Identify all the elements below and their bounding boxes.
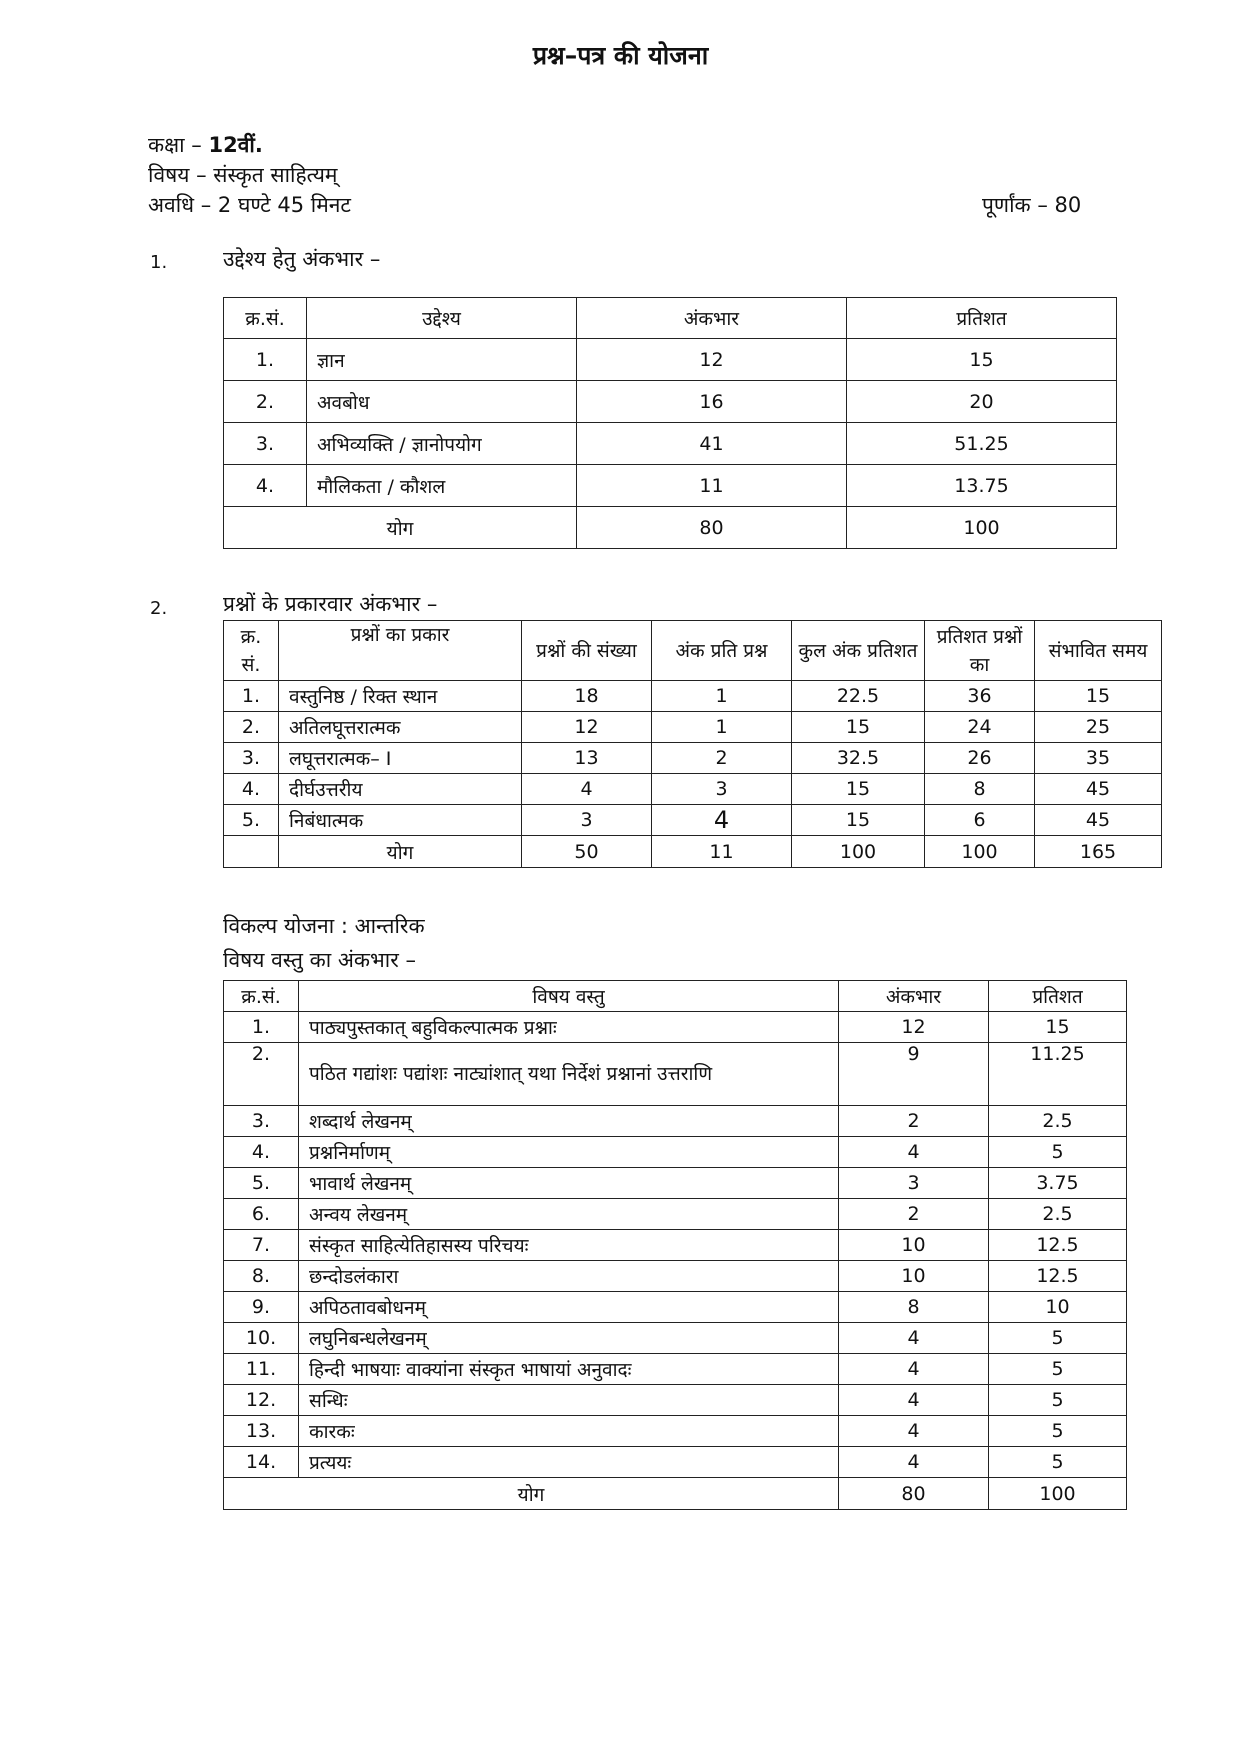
type-cell: वस्तुनिष्ठ / रिक्त स्थान bbox=[279, 681, 522, 712]
count-cell: 4 bbox=[522, 774, 652, 805]
count-cell: 13 bbox=[522, 743, 652, 774]
percent-cell: 3.75 bbox=[989, 1168, 1127, 1199]
question-percent-cell: 8 bbox=[925, 774, 1035, 805]
total-percent: 100 bbox=[989, 1478, 1127, 1510]
serial-cell: 1. bbox=[224, 339, 307, 381]
content-cell: छन्दोडलंकारा bbox=[299, 1261, 839, 1292]
header-cell: अंक प्रति प्रश्न bbox=[652, 621, 792, 681]
table-row bbox=[224, 743, 1162, 774]
objective-table bbox=[223, 297, 1117, 549]
percent-cell: 5 bbox=[989, 1323, 1127, 1354]
content-cell: अन्वय लेखनम् bbox=[299, 1199, 839, 1230]
percent-cell: 20 bbox=[847, 381, 1117, 423]
section1-number: 1. bbox=[150, 252, 168, 273]
percent-cell: 51.25 bbox=[847, 423, 1117, 465]
table-total-row bbox=[224, 1478, 1127, 1510]
percent-cell: 2.5 bbox=[989, 1106, 1127, 1137]
class-label: कक्षा – bbox=[148, 133, 202, 157]
table-row bbox=[224, 1137, 1127, 1168]
percent-cell: 15 bbox=[847, 339, 1117, 381]
total-label: योग bbox=[224, 1478, 839, 1510]
serial-cell: 5. bbox=[224, 1168, 299, 1199]
total-marks-per: 11 bbox=[652, 836, 792, 868]
marks-cell: 4 bbox=[839, 1354, 989, 1385]
total-percent-cell: 15 bbox=[792, 774, 925, 805]
percent-cell: 5 bbox=[989, 1354, 1127, 1385]
marks-cell: 12 bbox=[839, 1012, 989, 1043]
count-cell: 3 bbox=[522, 805, 652, 836]
percent-cell: 5 bbox=[989, 1416, 1127, 1447]
serial-cell: 3. bbox=[224, 423, 307, 465]
total-count: 50 bbox=[522, 836, 652, 868]
serial-cell: 1. bbox=[224, 681, 279, 712]
marks-cell: 12 bbox=[577, 339, 847, 381]
class-line bbox=[148, 130, 263, 160]
table-header-row bbox=[224, 981, 1127, 1012]
content-cell: पाठ्यपुस्तकात् बहुविकल्पात्मक प्रश्नाः bbox=[299, 1012, 839, 1043]
table-row bbox=[224, 712, 1162, 743]
marks-cell: 10 bbox=[839, 1261, 989, 1292]
table-row bbox=[224, 1199, 1127, 1230]
serial-cell: 3. bbox=[224, 1106, 299, 1137]
serial-cell: 1. bbox=[224, 1012, 299, 1043]
serial-cell: 7. bbox=[224, 1230, 299, 1261]
header-cell: अंकभार bbox=[839, 981, 989, 1012]
content-cell: कारकः bbox=[299, 1416, 839, 1447]
header-cell: क्र. सं. bbox=[224, 621, 279, 681]
serial-cell: 5. bbox=[224, 805, 279, 836]
time-cell: 45 bbox=[1035, 805, 1162, 836]
serial-cell: 13. bbox=[224, 1416, 299, 1447]
table-row bbox=[224, 681, 1162, 712]
marks-cell: 16 bbox=[577, 381, 847, 423]
serial-cell: 2. bbox=[224, 381, 307, 423]
marks-per-cell: 1 bbox=[652, 681, 792, 712]
type-cell: लघूत्तरात्मक– I bbox=[279, 743, 522, 774]
table-total-row bbox=[224, 507, 1117, 549]
table-row bbox=[224, 1168, 1127, 1199]
percent-cell: 2.5 bbox=[989, 1199, 1127, 1230]
percent-cell: 10 bbox=[989, 1292, 1127, 1323]
question-type-table bbox=[223, 620, 1162, 868]
content-cell: संस्कृत साहित्येतिहासस्य परिचयः bbox=[299, 1230, 839, 1261]
total-percent-cell: 22.5 bbox=[792, 681, 925, 712]
time-cell: 15 bbox=[1035, 681, 1162, 712]
serial-cell: 3. bbox=[224, 743, 279, 774]
marks-cell: 8 bbox=[839, 1292, 989, 1323]
percent-cell: 5 bbox=[989, 1447, 1127, 1478]
total-marks: 80 bbox=[577, 507, 847, 549]
header-cell: क्र.सं. bbox=[224, 981, 299, 1012]
question-percent-cell: 6 bbox=[925, 805, 1035, 836]
serial-cell: 11. bbox=[224, 1354, 299, 1385]
table-total-row bbox=[224, 836, 1162, 868]
total-label: योग bbox=[279, 836, 522, 868]
header-cell: प्रश्नों का प्रकार bbox=[279, 621, 522, 681]
table-row bbox=[224, 1012, 1127, 1043]
serial-cell: 12. bbox=[224, 1385, 299, 1416]
percent-cell: 5 bbox=[989, 1385, 1127, 1416]
table-row bbox=[224, 1043, 1127, 1106]
marks-cell: 4 bbox=[839, 1447, 989, 1478]
count-cell: 18 bbox=[522, 681, 652, 712]
table-row bbox=[224, 1323, 1127, 1354]
total-blank bbox=[224, 836, 279, 868]
content-cell: प्रत्ययः bbox=[299, 1447, 839, 1478]
marks-cell: 4 bbox=[839, 1385, 989, 1416]
header-cell: कुल अंक प्रतिशत bbox=[792, 621, 925, 681]
marks-per-cell: 4 bbox=[652, 805, 792, 836]
percent-cell: 11.25 bbox=[989, 1043, 1127, 1106]
total-percent: 100 bbox=[792, 836, 925, 868]
type-cell: निबंधात्मक bbox=[279, 805, 522, 836]
content-weightage-table bbox=[223, 980, 1127, 1510]
section2-number: 2. bbox=[150, 598, 168, 619]
content-cell: लघुनिबन्धलेखनम् bbox=[299, 1323, 839, 1354]
header-cell: विषय वस्तु bbox=[299, 981, 839, 1012]
header-cell: प्रतिशत bbox=[847, 298, 1117, 339]
time-cell: 45 bbox=[1035, 774, 1162, 805]
table-row bbox=[224, 381, 1117, 423]
percent-cell: 5 bbox=[989, 1137, 1127, 1168]
question-percent-cell: 24 bbox=[925, 712, 1035, 743]
class-value: 12वीं. bbox=[208, 133, 263, 157]
marks-per-cell: 1 bbox=[652, 712, 792, 743]
percent-cell: 13.75 bbox=[847, 465, 1117, 507]
type-cell: दीर्घउत्तरीय bbox=[279, 774, 522, 805]
total-marks: 80 bbox=[839, 1478, 989, 1510]
serial-cell: 4. bbox=[224, 1137, 299, 1168]
header-cell: अंकभार bbox=[577, 298, 847, 339]
content-cell: अपिठतावबोधनम् bbox=[299, 1292, 839, 1323]
content-cell: भावार्थ लेखनम् bbox=[299, 1168, 839, 1199]
table-header-row bbox=[224, 621, 1162, 681]
total-percent: 100 bbox=[847, 507, 1117, 549]
table-row bbox=[224, 805, 1162, 836]
total-label: योग bbox=[224, 507, 577, 549]
time-cell: 35 bbox=[1035, 743, 1162, 774]
time-cell: 25 bbox=[1035, 712, 1162, 743]
marks-per-cell: 3 bbox=[652, 774, 792, 805]
marks-cell: 11 bbox=[577, 465, 847, 507]
marks-cell: 4 bbox=[839, 1323, 989, 1354]
content-cell: सन्धिः bbox=[299, 1385, 839, 1416]
content-cell: हिन्दी भाषयाः वाक्यांना संस्कृत भाषायां अनुवादः bbox=[299, 1354, 839, 1385]
header-cell: प्रतिशत प्रश्नों का bbox=[925, 621, 1035, 681]
question-percent-cell: 36 bbox=[925, 681, 1035, 712]
header-cell: उद्देश्य bbox=[307, 298, 577, 339]
serial-cell: 14. bbox=[224, 1447, 299, 1478]
serial-cell: 10. bbox=[224, 1323, 299, 1354]
serial-cell: 4. bbox=[224, 774, 279, 805]
objective-cell: ज्ञान bbox=[307, 339, 577, 381]
total-question-percent: 100 bbox=[925, 836, 1035, 868]
header-cell: प्रतिशत bbox=[989, 981, 1127, 1012]
marks-cell: 3 bbox=[839, 1168, 989, 1199]
marks-cell: 9 bbox=[839, 1043, 989, 1106]
table-row bbox=[224, 1106, 1127, 1137]
serial-cell: 6. bbox=[224, 1199, 299, 1230]
table-row bbox=[224, 1261, 1127, 1292]
question-percent-cell: 26 bbox=[925, 743, 1035, 774]
marks-cell: 4 bbox=[839, 1416, 989, 1447]
serial-cell: 4. bbox=[224, 465, 307, 507]
table-row bbox=[224, 1230, 1127, 1261]
header-cell: संभावित समय bbox=[1035, 621, 1162, 681]
table-row bbox=[224, 1447, 1127, 1478]
content-cell: प्रश्ननिर्माणम् bbox=[299, 1137, 839, 1168]
table-row bbox=[224, 339, 1117, 381]
objective-cell: अवबोध bbox=[307, 381, 577, 423]
subject-line: विषय – संस्कृत साहित्यम् bbox=[148, 163, 338, 187]
percent-cell: 15 bbox=[989, 1012, 1127, 1043]
marks-per-cell: 2 bbox=[652, 743, 792, 774]
table-row bbox=[224, 774, 1162, 805]
table-row bbox=[224, 1292, 1127, 1323]
full-marks: पूर्णांक – 80 bbox=[982, 193, 1082, 217]
marks-cell: 41 bbox=[577, 423, 847, 465]
table-row bbox=[224, 1416, 1127, 1447]
type-cell: अतिलघूत्तरात्मक bbox=[279, 712, 522, 743]
table-row bbox=[224, 1385, 1127, 1416]
table-row bbox=[224, 465, 1117, 507]
count-cell: 12 bbox=[522, 712, 652, 743]
marks-cell: 10 bbox=[839, 1230, 989, 1261]
section3-heading: विषय वस्तु का अंकभार – bbox=[223, 948, 416, 972]
section1-heading: उद्देश्य हेतु अंकभार – bbox=[223, 247, 381, 271]
total-time: 165 bbox=[1035, 836, 1162, 868]
header-cell: क्र.सं. bbox=[224, 298, 307, 339]
marks-cell: 2 bbox=[839, 1106, 989, 1137]
table-row bbox=[224, 1354, 1127, 1385]
serial-cell: 2. bbox=[224, 712, 279, 743]
page-title: प्रश्न–पत्र की योजना bbox=[532, 41, 709, 70]
table-header-row bbox=[224, 298, 1117, 339]
total-percent-cell: 15 bbox=[792, 712, 925, 743]
objective-cell: मौलिकता / कौशल bbox=[307, 465, 577, 507]
percent-cell: 12.5 bbox=[989, 1230, 1127, 1261]
table-row bbox=[224, 423, 1117, 465]
content-cell: पठित गद्यांशः पद्यांशः नाट्यांशात् यथा निर्देशं प्रश्नानां उत्तराणि bbox=[299, 1043, 839, 1106]
serial-cell: 8. bbox=[224, 1261, 299, 1292]
marks-cell: 4 bbox=[839, 1137, 989, 1168]
duration-line: अवधि – 2 घण्टे 45 मिनट bbox=[148, 193, 352, 217]
percent-cell: 12.5 bbox=[989, 1261, 1127, 1292]
serial-cell: 2. bbox=[224, 1043, 299, 1106]
serial-cell: 9. bbox=[224, 1292, 299, 1323]
header-cell: प्रश्नों की संख्या bbox=[522, 621, 652, 681]
total-percent-cell: 15 bbox=[792, 805, 925, 836]
objective-cell: अभिव्यक्ति / ज्ञानोपयोग bbox=[307, 423, 577, 465]
option-plan: विकल्प योजना : आन्तरिक bbox=[223, 914, 425, 938]
total-percent-cell: 32.5 bbox=[792, 743, 925, 774]
content-cell: शब्दार्थ लेखनम् bbox=[299, 1106, 839, 1137]
marks-cell: 2 bbox=[839, 1199, 989, 1230]
section2-heading: प्रश्नों के प्रकारवार अंकभार – bbox=[223, 592, 438, 616]
